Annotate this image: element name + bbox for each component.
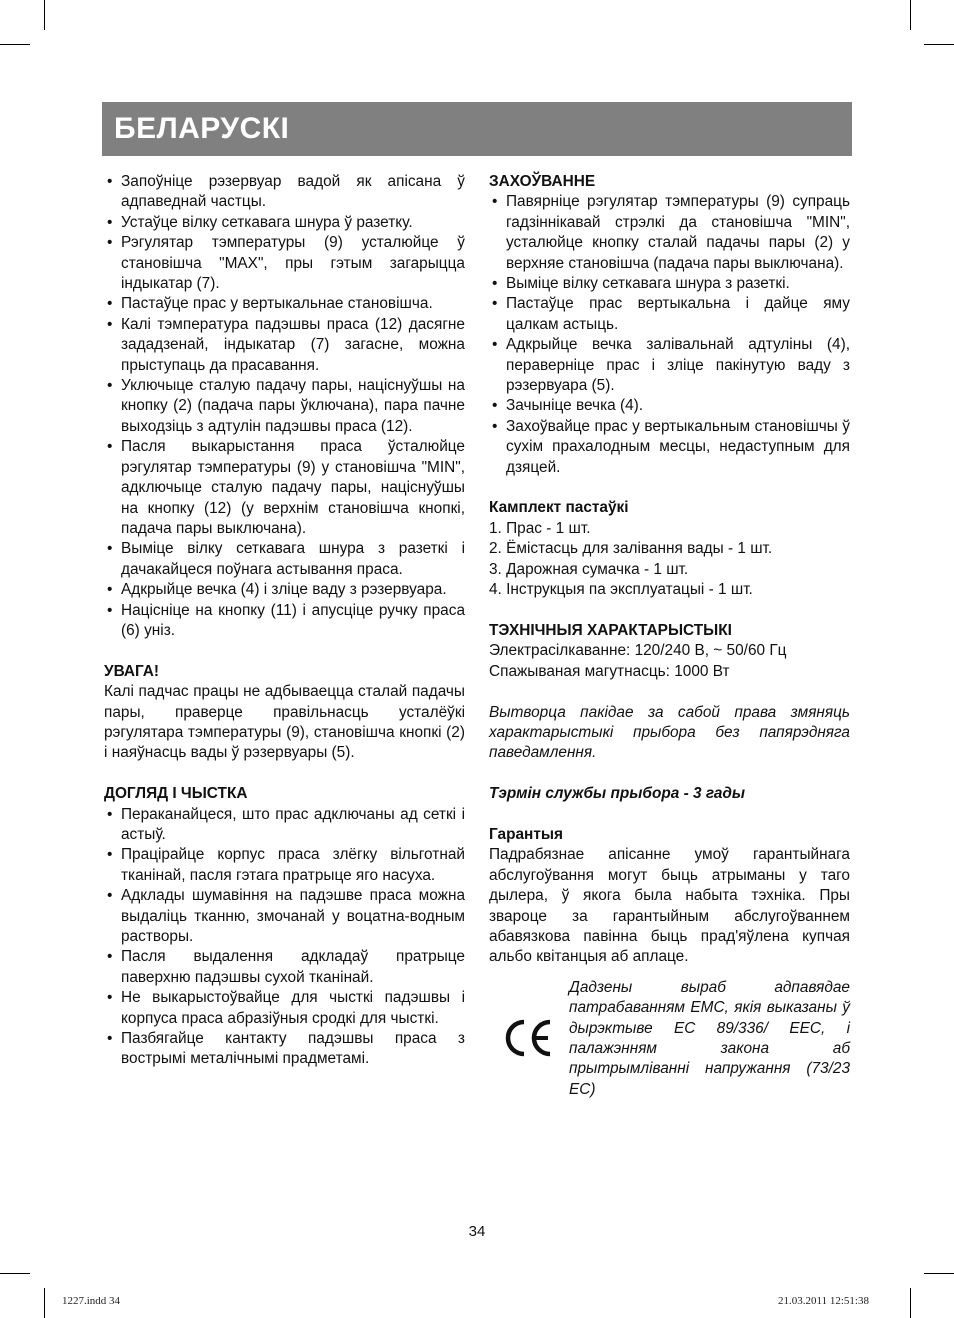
ce-compliance-text: Дадзены выраб адпавядае патрабаванням EMC, якія выказаны ў дырэктыве ЕС 89/336/ EEC, і палажэнням закона аб прытрымліванні напружання (73/23 EC): [569, 978, 850, 1098]
ce-mark-icon: [503, 1018, 555, 1058]
service-life: Тэрмін службы прыбора - 3 гады: [489, 785, 746, 803]
kit-item: 2. Ёмістасць для залівання вады - 1 шт.: [489, 540, 773, 558]
list-item: • Выміце вілку сеткавага шнура з разеткі.: [489, 274, 850, 294]
crop-mark: [910, 1288, 911, 1318]
list-item: • Калі тэмпература падэшвы праса (12) дасягне зададзенай, індыкатар (7) загасне, можна прыступаць да прасавання.: [104, 315, 465, 376]
storage-heading: ЗАХОЎВАННЕ: [489, 173, 596, 190]
list-item: • Уключыце сталую падачу пары, націснуўшы на кнопку (2) (падача пары ўключана), пара пачне выходзіць з адтулін падэшвы праса (12).: [104, 376, 465, 437]
list-item: • Павярніце рэгулятар тэмпературы (9) супраць гадзіннікавай стрэлкі да становішча "MIN", усталюйце кнопку сталай падачы пары (2) у верхняе становішча (падача пары выключана).: [489, 192, 850, 274]
language-header-bar: [102, 102, 852, 156]
crop-mark: [924, 44, 954, 45]
left-column: [104, 172, 465, 1070]
crop-mark: [0, 44, 30, 45]
kit-item: 1. Прас - 1 шт.: [489, 519, 591, 537]
list-item: • Устаўце вілку сеткавага шнура ў разетку.: [104, 213, 465, 233]
spec-line: Электрасілкаванне: 120/240 В, ~ 50/60 Гц: [489, 642, 787, 660]
list-item: • Адклады шумавіння на падэшве праса можна выдаліць тканню, змочанай у воцатна-водным растворы.: [104, 886, 465, 947]
manufacturer-note: Вытворца пакідае за сабой права змяняць характарыстыкі прыбора без папярэдняга паведамлення.: [489, 703, 850, 762]
warning-text: Калі падчас працы не адбываецца сталай падачы пары, праверце правільнасць усталёўкі рэгулятара тэмпературы (9), становішча кнопкі (2) і наяўнасць вады ў рэзервуары (5).: [104, 683, 465, 762]
kit-heading: Камплект пастаўкі: [489, 499, 629, 517]
list-item: • Адкрыйце вечка (4) і зліце ваду з рэзервуара.: [104, 580, 465, 600]
list-item: • Не выкарыстоўвайце для чысткі падэшвы і корпуса праса абразіўныя сродкі для чысткі.: [104, 988, 465, 1029]
list-item: • Націсніце на кнопку (11) і апусціце ручку праса (6) уніз.: [104, 601, 465, 642]
kit-item: 4. Інструкцыя па эксплуатацыі - 1 шт.: [489, 581, 753, 599]
list-item: • Працірайце корпус праса злёгку вільготнай тканінай, пасля гэтага пратрыце яго насуха.: [104, 845, 465, 886]
warning-heading: УВАГА!: [104, 662, 160, 680]
warranty-text: Падрабязнае апісанне умоў гарантыйнага абслугоўвання могут быць атрыманы у таго дылера, ў якога была набыта тэхніка. Пры звароце за гарантыйным абслугоўваннем абавязкова павінна быць прад'яўлена купчая альбо квітанцыя аб аплаце.: [489, 846, 850, 966]
list-item: • Захоўвайце прас у вертыкальным становішчы ў сухім прахалодным месцы, недаступным для дзяцей.: [489, 417, 850, 478]
usage-instructions-list: [104, 172, 465, 641]
ce-compliance-block: [489, 978, 850, 1104]
list-item: • Пастаўце прас вертыкальна і дайце яму цалкам астыць.: [489, 294, 850, 335]
print-slug-file: 1227.indd 34: [62, 1295, 121, 1307]
crop-mark: [924, 1273, 954, 1274]
page-number: 34: [468, 1223, 486, 1240]
crop-mark: [0, 1273, 30, 1274]
list-item: • Пасля выдалення адкладаў пратрыце паверхню падэшвы сухой тканінай.: [104, 947, 465, 988]
crop-mark: [910, 0, 911, 30]
list-item: • Пераканайцеся, што прас адключаны ад сеткі і астыў.: [104, 805, 465, 846]
crop-mark: [44, 1288, 45, 1318]
storage-list: [489, 192, 850, 478]
page-title: БЕЛАРУСКІ: [114, 112, 290, 145]
list-item: • Пастаўце прас у вертыкальнае становішча.: [104, 294, 465, 314]
list-item: • Зачыніце вечка (4).: [489, 396, 850, 416]
list-item: • Пазбягайце кантакту падэшвы праса з вострымі металічнымі прадметамі.: [104, 1029, 465, 1070]
list-item: • Пасля выкарыстання праса ўсталюйце рэгулятар тэмпературы (9) у становішча "MIN", адключыце сталую падачу пары, націснуўшы на кнопку (12) (у верхнім становішча кнопкі, падача пары выключана).: [104, 437, 465, 539]
specs-heading: ТЭХНІЧНЫЯ ХАРАКТАРЫСТЫКІ: [489, 621, 732, 639]
warranty-heading: Гарантыя: [489, 825, 563, 843]
spec-line: Спажываная магутнасць: 1000 Вт: [489, 662, 730, 680]
list-item: • Выміце вілку сеткавага шнура з разеткі і дачакайцеся поўнага астывання праса.: [104, 539, 465, 580]
crop-mark: [44, 0, 45, 30]
list-item: • Адкрыйце вечка залівальнай адтуліны (4), пераверніце прас і зліце пакінутую ваду з рэзервуара (5).: [489, 335, 850, 396]
care-list: [104, 805, 465, 1070]
right-column: [489, 172, 850, 1104]
print-slug-datetime: 21.03.2011 12:51:38: [778, 1295, 869, 1307]
care-heading: ДОГЛЯД І ЧЫСТКА: [104, 785, 248, 803]
kit-item: 3. Дарожная сумачка - 1 шт.: [489, 560, 689, 578]
list-item: • Рэгулятар тэмпературы (9) усталюйце ў становішча "MAX", пры гэтым загарыцца індыкатар (7).: [104, 233, 465, 294]
list-item: • Запоўніце рэзервуар вадой як апісана ў адпаведнай частцы.: [104, 172, 465, 213]
